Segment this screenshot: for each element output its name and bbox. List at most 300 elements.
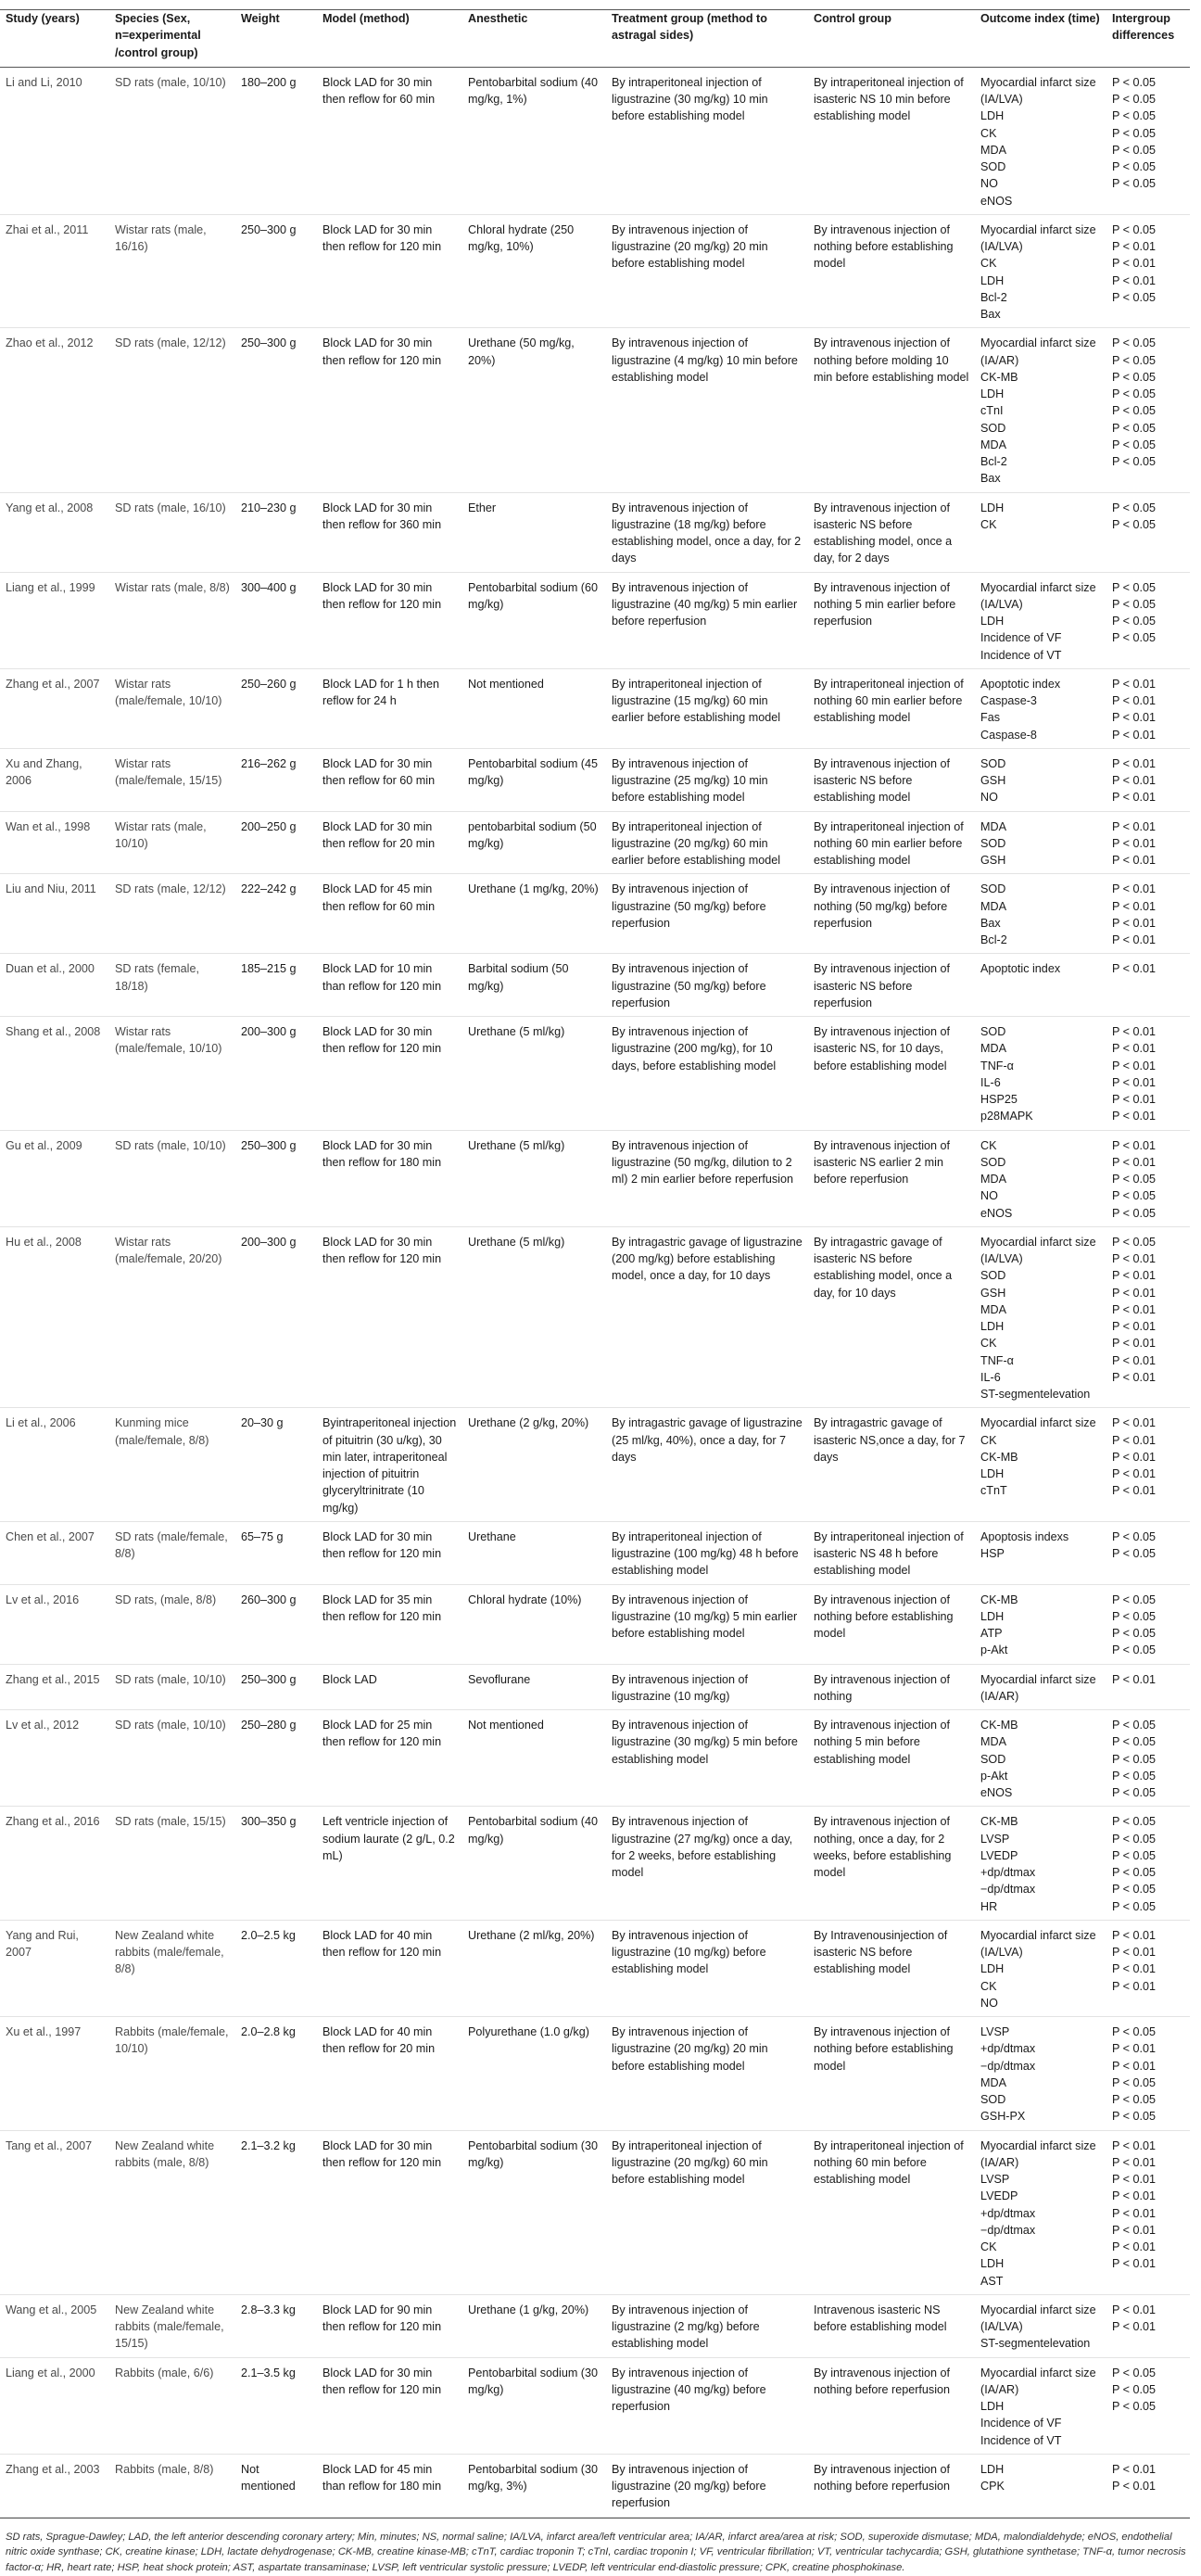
p-value: P < 0.05	[1112, 109, 1157, 123]
cell-study: Li et al., 2006	[0, 1408, 109, 1522]
outcome-item: Myocardial infarct size (IA/LVA)	[980, 1928, 1096, 1959]
cell-control: By intravenous injection of nothing (50 mg/kg) before reperfusion	[808, 874, 975, 954]
cell-treatment: By intravenous injection of ligustrazine (2 mg/kg) before establishing model	[606, 2294, 808, 2357]
p-value: P < 0.05	[1112, 517, 1157, 531]
p-value: P < 0.05	[1112, 1206, 1157, 1220]
cell-differences	[1106, 1226, 1190, 1408]
p-value: P < 0.01	[1112, 2059, 1157, 2073]
cell-anesthetic: Not mentioned	[462, 668, 606, 748]
outcome-item: CK-MB	[980, 1815, 1018, 1829]
cell-outcomes	[975, 1664, 1106, 1710]
p-value: P < 0.05	[1112, 2366, 1157, 2379]
cell-anesthetic: pentobarbital sodium (50 mg/kg)	[462, 811, 606, 874]
cell-species: SD rats (male/female, 8/8)	[109, 1521, 235, 1584]
cell-treatment: By intragastric gavage of ligustrazine (200 mg/kg) before establishing model, once a day, for 10 days	[606, 1226, 808, 1408]
p-value: P < 0.01	[1112, 1269, 1157, 1283]
cell-outcomes	[975, 2454, 1106, 2517]
outcome-item: CK	[980, 517, 997, 531]
outcome-item: Bcl-2	[980, 290, 1007, 304]
cell-species: Wistar rats (male/female, 15/15)	[109, 748, 235, 811]
outcome-item: Incidence of VT	[980, 648, 1062, 662]
outcome-item: MDA	[980, 1173, 1006, 1186]
cell-control: By intravenous injection of nothing before establishing model	[808, 1584, 975, 1664]
cell-study: Shang et al., 2008	[0, 1017, 109, 1131]
cell-differences	[1106, 668, 1190, 748]
cell-control: By intraperitoneal injection of isasteric NS 48 h before establishing model	[808, 1521, 975, 1584]
cell-anesthetic: Urethane (5 ml/kg)	[462, 1130, 606, 1226]
cell-anesthetic: Urethane (50 mg/kg, 20%)	[462, 328, 606, 492]
cell-differences	[1106, 954, 1190, 1017]
cell-study: Zhang et al., 2003	[0, 2454, 109, 2517]
outcome-item: LDH	[980, 2400, 1005, 2413]
p-value: P < 0.01	[1112, 2257, 1157, 2271]
p-value: P < 0.01	[1112, 854, 1157, 867]
cell-species: Rabbits (male/female, 10/10)	[109, 2017, 235, 2131]
p-value: P < 0.01	[1112, 899, 1157, 913]
cell-anesthetic: Not mentioned	[462, 1710, 606, 1807]
cell-outcomes	[975, 492, 1106, 572]
cell-weight: 260–300 g	[235, 1584, 317, 1664]
cell-treatment: By intravenous injection of ligustrazine (25 mg/kg) 10 min before establishing model	[606, 748, 808, 811]
outcome-item: Myocardial infarct size (IA/AR)	[980, 336, 1096, 367]
cell-study: Liang et al., 1999	[0, 572, 109, 668]
cell-species: SD rats (male, 10/10)	[109, 1664, 235, 1710]
outcome-item: Caspase-3	[980, 694, 1037, 707]
cell-outcomes	[975, 1017, 1106, 1131]
cell-control: By intravenous injection of isasteric NS earlier 2 min before reperfusion	[808, 1130, 975, 1226]
cell-anesthetic: Barbital sodium (50 mg/kg)	[462, 954, 606, 1017]
table-row	[0, 954, 1190, 1017]
cell-species: SD rats, (male, 8/8)	[109, 1584, 235, 1664]
cell-differences	[1106, 2357, 1190, 2454]
cell-treatment: By intravenous injection of ligustrazine (20 mg/kg) 20 min before establishing model	[606, 2017, 808, 2131]
cell-model: Block LAD for 30 min then reflow for 120 min	[317, 1521, 462, 1584]
cell-treatment: By intravenous injection of ligustrazine (4 mg/kg) 10 min before establishing model	[606, 328, 808, 492]
cell-weight: 180–200 g	[235, 67, 317, 214]
cell-model: Block LAD for 30 min then reflow for 20 min	[317, 811, 462, 874]
p-value: P < 0.05	[1112, 1547, 1157, 1560]
cell-weight: 250–280 g	[235, 1710, 317, 1807]
p-value: P < 0.01	[1112, 1138, 1157, 1152]
outcome-item: eNOS	[980, 194, 1013, 208]
outcome-item: Incidence of VF	[980, 631, 1062, 645]
cell-species: Wistar rats (male, 10/10)	[109, 811, 235, 874]
cell-treatment: By intravenous injection of ligustrazine (50 mg/kg) before reperfusion	[606, 874, 808, 954]
cell-study: Hu et al., 2008	[0, 1226, 109, 1408]
p-value: P < 0.05	[1112, 1752, 1157, 1766]
cell-outcomes	[975, 874, 1106, 954]
p-value: P < 0.05	[1112, 404, 1157, 418]
p-value: P < 0.05	[1112, 1627, 1157, 1640]
cell-treatment: By intravenous injection of ligustrazine (40 mg/kg) 5 min earlier before reperfusion	[606, 572, 808, 668]
cell-outcomes	[975, 1584, 1106, 1664]
outcome-item: NO	[980, 1996, 998, 2010]
cell-weight: 250–300 g	[235, 1664, 317, 1710]
p-value: P < 0.05	[1112, 160, 1157, 173]
p-value: P < 0.05	[1112, 615, 1157, 628]
p-value: P < 0.01	[1112, 1252, 1157, 1265]
outcome-item: Myocardial infarct size (IA/LVA)	[980, 222, 1096, 253]
outcome-item: GSH	[980, 774, 1006, 787]
outcome-item: CK	[980, 257, 997, 271]
outcome-item: AST	[980, 2274, 1004, 2288]
outcome-item: Caspase-8	[980, 728, 1037, 742]
outcome-item: Apoptotic index	[980, 962, 1061, 976]
outcome-item: eNOS	[980, 1206, 1013, 1220]
cell-treatment: By intravenous injection of ligustrazine (200 mg/kg), for 10 days, before establishing model	[606, 1017, 808, 1131]
cell-model: Block LAD for 45 min then reflow for 60 min	[317, 874, 462, 954]
cell-weight: Not mentioned	[235, 2454, 317, 2517]
cell-model: Block LAD for 30 min then reflow for 120 min	[317, 328, 462, 492]
p-value: P < 0.01	[1112, 933, 1157, 946]
cell-control: By intravenous injection of nothing 5 min earlier before reperfusion	[808, 572, 975, 668]
p-value: P < 0.05	[1112, 222, 1157, 236]
outcome-item: Myocardial infarct size (IA/AR)	[980, 1672, 1096, 1703]
p-value: P < 0.01	[1112, 2240, 1157, 2253]
cell-model: Block LAD for 40 min then reflow for 120 min	[317, 1920, 462, 2016]
cell-model: Block LAD for 10 min than reflow for 120 min	[317, 954, 462, 1017]
cell-study: Yang and Rui, 2007	[0, 1920, 109, 2016]
cell-anesthetic: Pentobarbital sodium (60 mg/kg)	[462, 572, 606, 668]
outcome-item: LVEDP	[980, 2189, 1018, 2203]
outcome-item: +dp/dtmax	[980, 1866, 1036, 1879]
cell-study: Gu et al., 2009	[0, 1130, 109, 1226]
outcome-item: CK-MB	[980, 370, 1018, 384]
outcome-item: LDH	[980, 2257, 1005, 2271]
p-value: P < 0.05	[1112, 1173, 1157, 1186]
outcome-item: LDH	[980, 1609, 1005, 1623]
p-value: P < 0.05	[1112, 353, 1157, 367]
cell-model: Byintraperitoneal injection of pituitrin (30 u/kg), 30 min later, intraperitoneal injection of pituitrin glyceryltrinitrate (10 mg/kg)	[317, 1408, 462, 1522]
cell-differences	[1106, 1521, 1190, 1584]
p-value: P < 0.01	[1112, 694, 1157, 707]
cell-differences	[1106, 1130, 1190, 1226]
cell-model: Block LAD for 30 min then reflow for 120 min	[317, 1226, 462, 1408]
outcome-item: IL-6	[980, 1370, 1001, 1384]
cell-study: Xu et al., 1997	[0, 2017, 109, 2131]
cell-species: New Zealand white rabbits (male, 8/8)	[109, 2130, 235, 2294]
cell-study: Li and Li, 2010	[0, 67, 109, 214]
cell-anesthetic: Urethane (2 ml/kg, 20%)	[462, 1920, 606, 2016]
cell-model: Block LAD for 30 min then reflow for 180 min	[317, 1130, 462, 1226]
cell-weight: 210–230 g	[235, 492, 317, 572]
outcome-item: LDH	[980, 387, 1005, 400]
table-row	[0, 214, 1190, 328]
p-value: P < 0.05	[1112, 1643, 1157, 1657]
cell-control: By intragastric gavage of isasteric NS before establishing model, once a day, for 10 days	[808, 1226, 975, 1408]
table-row	[0, 668, 1190, 748]
cell-differences	[1106, 1408, 1190, 1522]
cell-species: New Zealand white rabbits (male/female, 8/8)	[109, 1920, 235, 2016]
outcome-item: NO	[980, 177, 998, 191]
cell-outcomes	[975, 214, 1106, 328]
outcome-item: LVEDP	[980, 1848, 1018, 1862]
cell-treatment: By intravenous injection of ligustrazine (50 mg/kg) before reperfusion	[606, 954, 808, 1017]
outcome-item: cTnI	[980, 404, 1004, 418]
table-row	[0, 2017, 1190, 2131]
outcome-item: LVSP	[980, 2025, 1010, 2038]
outcome-item: Apoptosis indexs	[980, 1529, 1069, 1543]
p-value: P < 0.05	[1112, 1719, 1157, 1732]
cell-model: Block LAD for 30 min then reflow for 60 min	[317, 748, 462, 811]
outcome-item: p-Akt	[980, 1643, 1008, 1657]
p-value: P < 0.05	[1112, 290, 1157, 304]
outcome-item: SOD	[980, 2093, 1006, 2106]
cell-control: By intravenous injection of nothing before establishing model	[808, 2017, 975, 2131]
header-row	[0, 10, 1190, 68]
outcome-item: Myocardial infarct size (IA/LVA)	[980, 1235, 1096, 1265]
outcome-item: SOD	[980, 882, 1006, 896]
cell-study: Tang et al., 2007	[0, 2130, 109, 2294]
cell-model: Block LAD for 30 min then reflow for 60 min	[317, 67, 462, 214]
cell-study: Zhang et al., 2007	[0, 668, 109, 748]
cell-weight: 222–242 g	[235, 874, 317, 954]
p-value: P < 0.05	[1112, 370, 1157, 384]
p-value: P < 0.05	[1112, 421, 1157, 435]
table-row	[0, 1408, 1190, 1522]
p-value: P < 0.05	[1112, 1832, 1157, 1846]
p-value: P < 0.05	[1112, 75, 1157, 89]
p-value: P < 0.01	[1112, 756, 1157, 770]
cell-study: Zhang et al., 2015	[0, 1664, 109, 1710]
p-value: P < 0.05	[1112, 1848, 1157, 1862]
cell-control: By intravenous injection of isasteric NS before reperfusion	[808, 954, 975, 1017]
cell-species: Kunming mice (male/female, 8/8)	[109, 1408, 235, 1522]
p-value: P < 0.01	[1112, 240, 1157, 253]
cell-anesthetic: Urethane (1 g/kg, 20%)	[462, 2294, 606, 2357]
cell-anesthetic: Urethane (1 mg/kg, 20%)	[462, 874, 606, 954]
table-row	[0, 1226, 1190, 1408]
cell-anesthetic: Pentobarbital sodium (40 mg/kg, 1%)	[462, 67, 606, 214]
p-value: P < 0.01	[1112, 1416, 1157, 1430]
header-model: Model (method)	[317, 10, 462, 68]
outcome-item: Myocardial infarct size (IA/AR)	[980, 2366, 1096, 2396]
cell-differences	[1106, 2130, 1190, 2294]
p-value: P < 0.05	[1112, 1769, 1157, 1783]
p-value: P < 0.01	[1112, 1484, 1157, 1498]
cell-differences	[1106, 572, 1190, 668]
table-row	[0, 2454, 1190, 2517]
cell-outcomes	[975, 748, 1106, 811]
p-value: P < 0.01	[1112, 1962, 1157, 1976]
p-value: P < 0.05	[1112, 2093, 1157, 2106]
p-value: P < 0.01	[1112, 1075, 1157, 1089]
cell-species: Wistar rats (male/female, 20/20)	[109, 1226, 235, 1408]
cell-anesthetic: Pentobarbital sodium (30 mg/kg, 3%)	[462, 2454, 606, 2517]
cell-species: Rabbits (male, 6/6)	[109, 2357, 235, 2454]
cell-outcomes	[975, 328, 1106, 492]
table-row	[0, 572, 1190, 668]
cell-anesthetic: Pentobarbital sodium (40 mg/kg)	[462, 1807, 606, 1921]
outcome-item: +dp/dtmax	[980, 2206, 1036, 2220]
p-value: P < 0.01	[1112, 962, 1157, 976]
cell-control: By intragastric gavage of isasteric NS,once a day, for 7 days	[808, 1408, 975, 1522]
cell-differences	[1106, 2017, 1190, 2131]
cell-study: Lv et al., 2012	[0, 1710, 109, 1807]
table-row	[0, 492, 1190, 572]
cell-species: New Zealand white rabbits (male/female, 15/15)	[109, 2294, 235, 2357]
p-value: P < 0.01	[1112, 2155, 1157, 2169]
cell-study: Lv et al., 2016	[0, 1584, 109, 1664]
p-value: P < 0.05	[1112, 1866, 1157, 1879]
p-value: P < 0.05	[1112, 2075, 1157, 2089]
outcome-item: MDA	[980, 1302, 1006, 1316]
table-header	[0, 10, 1190, 68]
outcome-item: CK-MB	[980, 1450, 1018, 1464]
cell-study: Zhao et al., 2012	[0, 328, 109, 492]
table-row	[0, 2294, 1190, 2357]
cell-anesthetic: Urethane (5 ml/kg)	[462, 1017, 606, 1131]
cell-treatment: By intraperitoneal injection of ligustrazine (20 mg/kg) 60 min before establishing model	[606, 2130, 808, 2294]
table-row	[0, 1017, 1190, 1131]
outcome-item: Bcl-2	[980, 455, 1007, 468]
cell-outcomes	[975, 2017, 1106, 2131]
outcome-item: GSH-PX	[980, 2110, 1026, 2124]
table-row	[0, 1710, 1190, 1807]
outcome-item: Incidence of VT	[980, 2433, 1062, 2447]
cell-study: Duan et al., 2000	[0, 954, 109, 1017]
cell-treatment: By intravenous injection of ligustrazine (50 mg/kg, dilution to 2 ml) 2 min earlier before reperfusion	[606, 1130, 808, 1226]
cell-control: By intravenous injection of isasteric NS before establishing model, once a day, for 2 days	[808, 492, 975, 572]
p-value: P < 0.01	[1112, 1433, 1157, 1447]
p-value: P < 0.05	[1112, 143, 1157, 157]
outcome-item: SOD	[980, 756, 1006, 770]
table-footnote: SD rats, Sprague-Dawley; LAD, the left anterior descending coronary artery; Min, minutes; NS, normal saline; IA/LVA, infarct area/left ventricular area; IA/AR, infarct area/area at risk; SOD, superoxide dismutase; MDA, malondialdehyde; eNOS, endothelial nitric oxide synthase; CK, creatine kinase; LDH, lactate dehydrogenase; CK-MB, creatine kinase-MB; cTnT, cardiac troponin T; cTnI, cardiac troponin I; VF, ventricular fibrillation; VT, ventricular tachycardia; GSH, glutathione synthetase; TNF-α, tumor necrosis factor-α; HR, heart rate; HSP, heat shock protein; AST, aspartate transaminase; LVSP, left ventricular systolic pressure; LVEDP, left ventricular end-diastolic pressure; CPK, creatine phosphokinase.	[0, 2518, 1190, 2576]
cell-outcomes	[975, 67, 1106, 214]
p-value: P < 0.01	[1112, 1286, 1157, 1300]
cell-weight: 300–350 g	[235, 1807, 317, 1921]
p-value: P < 0.05	[1112, 1735, 1157, 1749]
cell-study: Wan et al., 1998	[0, 811, 109, 874]
cell-model: Block LAD for 30 min then reflow for 120 min	[317, 572, 462, 668]
cell-anesthetic: Pentobarbital sodium (45 mg/kg)	[462, 748, 606, 811]
outcome-item: TNF-α	[980, 1059, 1014, 1072]
cell-model: Left ventricle injection of sodium laurate (2 g/L, 0.2 mL)	[317, 1807, 462, 1921]
p-value: P < 0.05	[1112, 438, 1157, 451]
cell-differences	[1106, 328, 1190, 492]
outcome-item: HR	[980, 1899, 998, 1913]
cell-outcomes	[975, 1807, 1106, 1921]
cell-study: Zhang et al., 2016	[0, 1807, 109, 1921]
outcome-item: eNOS	[980, 1786, 1013, 1799]
cell-control: By intravenous injection of nothing before reperfusion	[808, 2454, 975, 2517]
cell-species: SD rats (male, 12/12)	[109, 874, 235, 954]
cell-outcomes	[975, 954, 1106, 1017]
cell-treatment: By intraperitoneal injection of ligustrazine (30 mg/kg) 10 min before establishing model	[606, 67, 808, 214]
outcome-item: MDA	[980, 2075, 1006, 2089]
outcome-item: MDA	[980, 899, 1006, 913]
outcome-item: Bax	[980, 308, 1001, 321]
outcome-item: Fas	[980, 711, 1000, 725]
outcome-item: TNF-α	[980, 1353, 1014, 1367]
outcome-item: NO	[980, 791, 998, 805]
cell-model: Block LAD for 1 h then reflow for 24 h	[317, 668, 462, 748]
p-value: P < 0.05	[1112, 336, 1157, 350]
p-value: P < 0.01	[1112, 273, 1157, 287]
outcome-item: GSH	[980, 854, 1006, 867]
cell-control: By intraperitoneal injection of nothing 60 min before establishing model	[808, 2130, 975, 2294]
outcome-item: CK	[980, 1433, 997, 1447]
outcome-item: Myocardial infarct size (IA/LVA)	[980, 580, 1096, 611]
p-value: P < 0.01	[1112, 711, 1157, 725]
cell-differences	[1106, 1807, 1190, 1921]
table-row	[0, 67, 1190, 214]
outcome-item: LDH	[980, 1467, 1005, 1480]
outcome-item: Apoptotic index	[980, 677, 1061, 691]
cell-control: By intravenous injection of nothing 5 min before establishing model	[808, 1710, 975, 1807]
table-row	[0, 1920, 1190, 2016]
p-value: P < 0.01	[1112, 1320, 1157, 1333]
cell-control: By intraperitoneal injection of isasteric NS 10 min before establishing model	[808, 67, 975, 214]
cell-study: Xu and Zhang, 2006	[0, 748, 109, 811]
outcome-item: CK	[980, 1337, 997, 1351]
outcome-item: Myocardial infarct size (IA/LVA)	[980, 2303, 1096, 2333]
p-value: P < 0.01	[1112, 2173, 1157, 2186]
p-value: P < 0.05	[1112, 1529, 1157, 1543]
outcome-item: MDA	[980, 819, 1006, 833]
outcome-item: NO	[980, 1189, 998, 1203]
header-anesthetic: Anesthetic	[462, 10, 606, 68]
cell-model: Block LAD for 40 min then reflow for 20 min	[317, 2017, 462, 2131]
cell-weight: 216–262 g	[235, 748, 317, 811]
p-value: P < 0.05	[1112, 93, 1157, 106]
header-weight: Weight	[235, 10, 317, 68]
cell-model: Block LAD for 30 min then reflow for 120 min	[317, 2357, 462, 2454]
p-value: P < 0.01	[1112, 1370, 1157, 1384]
p-value: P < 0.01	[1112, 2189, 1157, 2203]
p-value: P < 0.01	[1112, 819, 1157, 833]
outcome-item: ST-segmentelevation	[980, 1388, 1091, 1401]
table-row	[0, 2357, 1190, 2454]
cell-differences	[1106, 1710, 1190, 1807]
cell-model: Block LAD for 90 min then reflow for 120 min	[317, 2294, 462, 2357]
cell-outcomes	[975, 1521, 1106, 1584]
outcome-item: CK	[980, 1138, 997, 1152]
cell-weight: 2.0–2.8 kg	[235, 2017, 317, 2131]
cell-weight: 2.1–3.5 kg	[235, 2357, 317, 2454]
p-value: P < 0.05	[1112, 2382, 1157, 2396]
outcome-item: Myocardial infarct size	[980, 1416, 1096, 1430]
cell-species: SD rats (female, 18/18)	[109, 954, 235, 1017]
p-value: P < 0.05	[1112, 455, 1157, 468]
cell-outcomes	[975, 2294, 1106, 2357]
cell-model: Block LAD for 30 min then reflow for 360 min	[317, 492, 462, 572]
cell-species: Wistar rats (male, 16/16)	[109, 214, 235, 328]
cell-differences	[1106, 2454, 1190, 2517]
cell-control: By intravenous injection of isasteric NS before establishing model	[808, 748, 975, 811]
cell-anesthetic: Chloral hydrate (250 mg/kg, 10%)	[462, 214, 606, 328]
cell-anesthetic: Pentobarbital sodium (30 mg/kg)	[462, 2357, 606, 2454]
p-value: P < 0.01	[1112, 2462, 1157, 2476]
outcome-item: CK-MB	[980, 1719, 1018, 1732]
cell-study: Yang et al., 2008	[0, 492, 109, 572]
outcome-item: GSH	[980, 1286, 1006, 1300]
header-differences: Intergroup differences	[1106, 10, 1190, 68]
cell-control: Intravenous isasteric NS before establishing model	[808, 2294, 975, 2357]
cell-weight: 250–260 g	[235, 668, 317, 748]
table-row	[0, 1584, 1190, 1664]
cell-treatment: By intravenous injection of ligustrazine (10 mg/kg) before establishing model	[606, 1920, 808, 2016]
p-value: P < 0.01	[1112, 1025, 1157, 1038]
table-row	[0, 1521, 1190, 1584]
cell-treatment: By intraperitoneal injection of ligustrazine (100 mg/kg) 48 h before establishing model	[606, 1521, 808, 1584]
p-value: P < 0.01	[1112, 1302, 1157, 1316]
outcome-item: LDH	[980, 273, 1005, 287]
outcome-item: LDH	[980, 615, 1005, 628]
cell-model: Block LAD for 25 min then reflow for 120 min	[317, 1710, 462, 1807]
cell-differences	[1106, 492, 1190, 572]
outcome-item: MDA	[980, 143, 1006, 157]
